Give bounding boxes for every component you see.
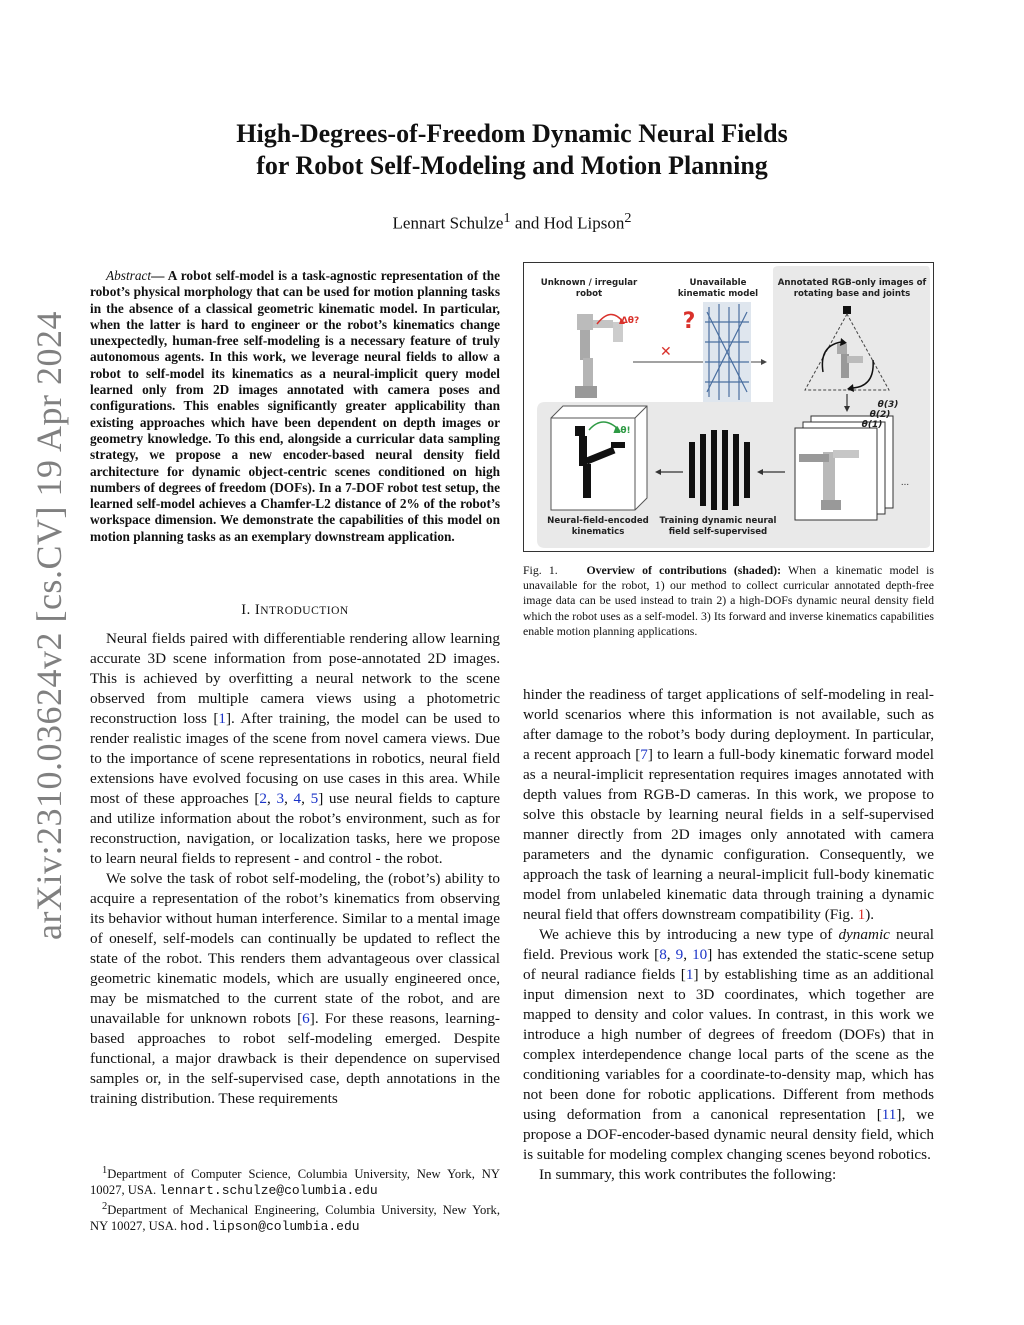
email-link[interactable]: hod.lipson@columbia.edu <box>180 1219 360 1235</box>
figure-1-caption <box>523 563 934 639</box>
title-line-2: for Robot Self-Modeling and Motion Planning <box>256 151 768 180</box>
citation-link[interactable]: 9 <box>675 946 684 963</box>
abstract-text: A robot self-model is a task-agnostic representation of the robot’s physical morphology that can be used for motion planning tasks in the absence of a classical geometric kinematic model. In particular, when the latter is hard to engineer or the robot’s kinematics change unexpectedly, human-free self-modeling is a necessary feature of truly autonomous agents. In this work, we leverage neural fields to allow a robot to self-model its kinematics as a neural-implicit query model learned only from 2D images annotated with camera poses and configurations. This enables significantly greater applicability than existing approaches which have been dependent on depth images or geometry knowledge. To this end, alongside a curricular data sampling strategy, we propose a new encoder-based neural density field architecture for dynamic object-centric scenes conditioned on high numbers of degrees of freedom (DOFs). In a 7-DOF robot test setup, the learned self-model achieves a Chamfer-L2 distance of 2% of the robot’s workspace dimension. We demonstrate the capabilities of this model on motion planning tasks as an exemplary downstream application. <box>90 268 500 544</box>
citation-link[interactable]: 1 <box>685 966 694 983</box>
footnote-2: $^2$Department of Mechanical Engineering, Columbia University, New York, NY 10027, USA. hod.lipson@columbia.edu <box>90 1201 500 1235</box>
abstract-label: Abstract <box>106 268 152 283</box>
intro-paragraph-4: We achieve this by introducing a new type of dynamic neural field. Previous work [8, 9, 10] has extended the static-scene setup of neural radiance fields [1] by establishing time as an additional input dimension next to 3D coordinates, which together are mapped to density and color values. In contrast, in this work we introduce a high number of degrees of freedom (DOFs) that in complex interdependence change local parts of the scene as the conditioning variables for a coordinate-to-density map, which has not been done for robotic applications. Different from methods using deformation from a canonical representation [11], we propose a DOF-encoder-based dynamic neural density field, which is suitable for modeling complex changing scenes beyond robotics. <box>523 926 935 1163</box>
blocked-cross-icon: ✕ <box>660 344 672 360</box>
paper-title <box>90 118 934 182</box>
label-unavailable-model: Unavailable kinematic model <box>677 278 759 299</box>
section-heading-introduction <box>90 602 500 619</box>
abstract-dash: — <box>151 268 168 283</box>
section-title-rest: NTRODUCTION <box>260 605 349 617</box>
author-conjunction: and <box>510 213 544 233</box>
title-line-1: High-Degrees-of-Freedom Dynamic Neural Fields <box>236 119 788 148</box>
section-title-first: I <box>254 602 261 618</box>
arxiv-identifier: arXiv:2310.03624v2 [cs.CV] 19 Apr 2024 <box>29 311 69 940</box>
image-stack-illustration <box>795 416 893 520</box>
delta-theta-known: Δθ! <box>613 426 631 436</box>
theta-1-label: θ(1) <box>861 420 883 430</box>
intro-left-column <box>90 629 500 1109</box>
intro-paragraph-3: hinder the readiness of target applications of self-modeling in real-world scenarios where this information is not available, such as after damage to the robot’s body during deployment. In particular, a recent approach [7] to learn a full-body kinematic forward model as a neural-implicit representation requires images annotated with depth values from RGB-D cameras. In this work, we propose to solve this obstacle by learning neural fields in a self-supervised manner directly from 2D images only annotated with camera parameters and the dynamic configuration. Consequently, we approach the task of learning a neural-implicit full-body kinematic model from unlabeled kinematic data through training a dynamic neural field that offers downstream compatibility (Fig. 1). <box>523 686 934 923</box>
label-encoded-kinematics: Neural-field-encoded kinematics <box>547 516 649 537</box>
citation-link[interactable]: 3 <box>276 790 285 807</box>
author-list <box>90 210 934 234</box>
section-number: I. <box>241 602 255 618</box>
citation-link[interactable]: 11 <box>881 1106 897 1123</box>
caption-label: Fig. 1. <box>523 563 558 577</box>
citation-link[interactable]: 4 <box>293 790 302 807</box>
citation-link[interactable]: 1 <box>218 710 226 727</box>
footnote-1: $^1$Department of Computer Science, Columbia University, New York, NY 10027, USA. lennart.schulze@columbia.edu <box>90 1165 500 1199</box>
label-unknown-robot: Unknown / irregular robot <box>540 278 638 299</box>
intro-paragraph-2: We solve the task of robot self-modeling, the (robot’s) ability to acquire a representation of the robot’s kinematics from observing its behavior without human interference. Similar to a mental image of oneself, self-models can continually be updated to reflect the state of the robot. This renders them advantageous over classical geometric kinematic models, which are usually engineered once, may be mismatched to the current state of the robot, and are unavailable for unknown robots [6]. For these reasons, learning-based approaches to robot self-modeling emerged. Despite functional, a major drawback is their dependence on supervised samples or, in the self-supervised case, depth annotations in the training distribution. These requirements <box>90 870 500 1107</box>
intro-paragraph-1: Neural fields paired with differentiable rendering allow learning accurate 3D scene information from pose-annotated 2D images. This is achieved by overfitting a neural network to the scene observed from multiple camera views using a photometric reconstruction loss [1]. After training, the model can be used to render realistic images of the scene from novel camera views. Due to the importance of scene representations in robotics, neural field extensions have evolved focusing on use cases in this area. While most of these approaches [2, 3, 4, 5] use neural fields to capture and utilize information about the robot’s environment, such as for reconstruction, navigation, or localization tasks, here we propose to learn neural fields to represent - and control - the robot. <box>90 630 501 867</box>
author-2: Hod Lipson <box>543 213 625 233</box>
label-training: Training dynamic neural field self-supervised <box>659 516 777 537</box>
author-1-affiliation: 1 <box>503 210 511 226</box>
theta-2-label: θ(2) <box>869 410 891 420</box>
neural-field-cube-illustration <box>551 406 647 510</box>
caption-bold: Overview of contributions (shaded): <box>586 563 782 577</box>
abstract <box>90 268 500 545</box>
intro-right-column <box>523 685 934 1185</box>
more-images-ellipsis: ... <box>900 478 910 488</box>
intro-paragraph-5: In summary, this work contributes the following: <box>539 1166 837 1183</box>
unavailable-kinematic-illustration <box>703 302 751 402</box>
citation-link[interactable]: 7 <box>640 746 648 763</box>
citation-link[interactable]: 2 <box>259 790 268 807</box>
author-1: Lennart Schulze <box>392 213 504 233</box>
label-annotated-images: Annotated RGB-only images of rotating base and joints <box>777 278 927 299</box>
citation-link[interactable]: 8 <box>659 946 667 963</box>
delta-theta-question: Δθ? <box>620 316 640 326</box>
citation-link[interactable]: 10 <box>692 946 708 963</box>
question-mark-icon: ? <box>682 309 696 334</box>
author-2-affiliation: 2 <box>624 210 632 226</box>
email-link[interactable]: lennart.schulze@columbia.edu <box>159 1183 378 1199</box>
caption-text: When a kinematic model is unavailable for the robot, 1) our method to collect curricular annotated depth-free image data can be used instead to train 2) a high-DOFs dynamic neural density field which the robot uses as a self-model. 3) Its forward and inverse kinematics capabilities enable motion planning applications. <box>523 563 934 638</box>
camera-icon <box>843 306 851 314</box>
citation-link[interactable]: 6 <box>302 1010 310 1027</box>
figure-1 <box>523 262 934 552</box>
citation-link[interactable]: 5 <box>310 790 319 807</box>
footnotes <box>90 1163 500 1235</box>
figure-link[interactable]: 1 <box>857 906 866 923</box>
theta-3-label: θ(3) <box>877 400 899 410</box>
